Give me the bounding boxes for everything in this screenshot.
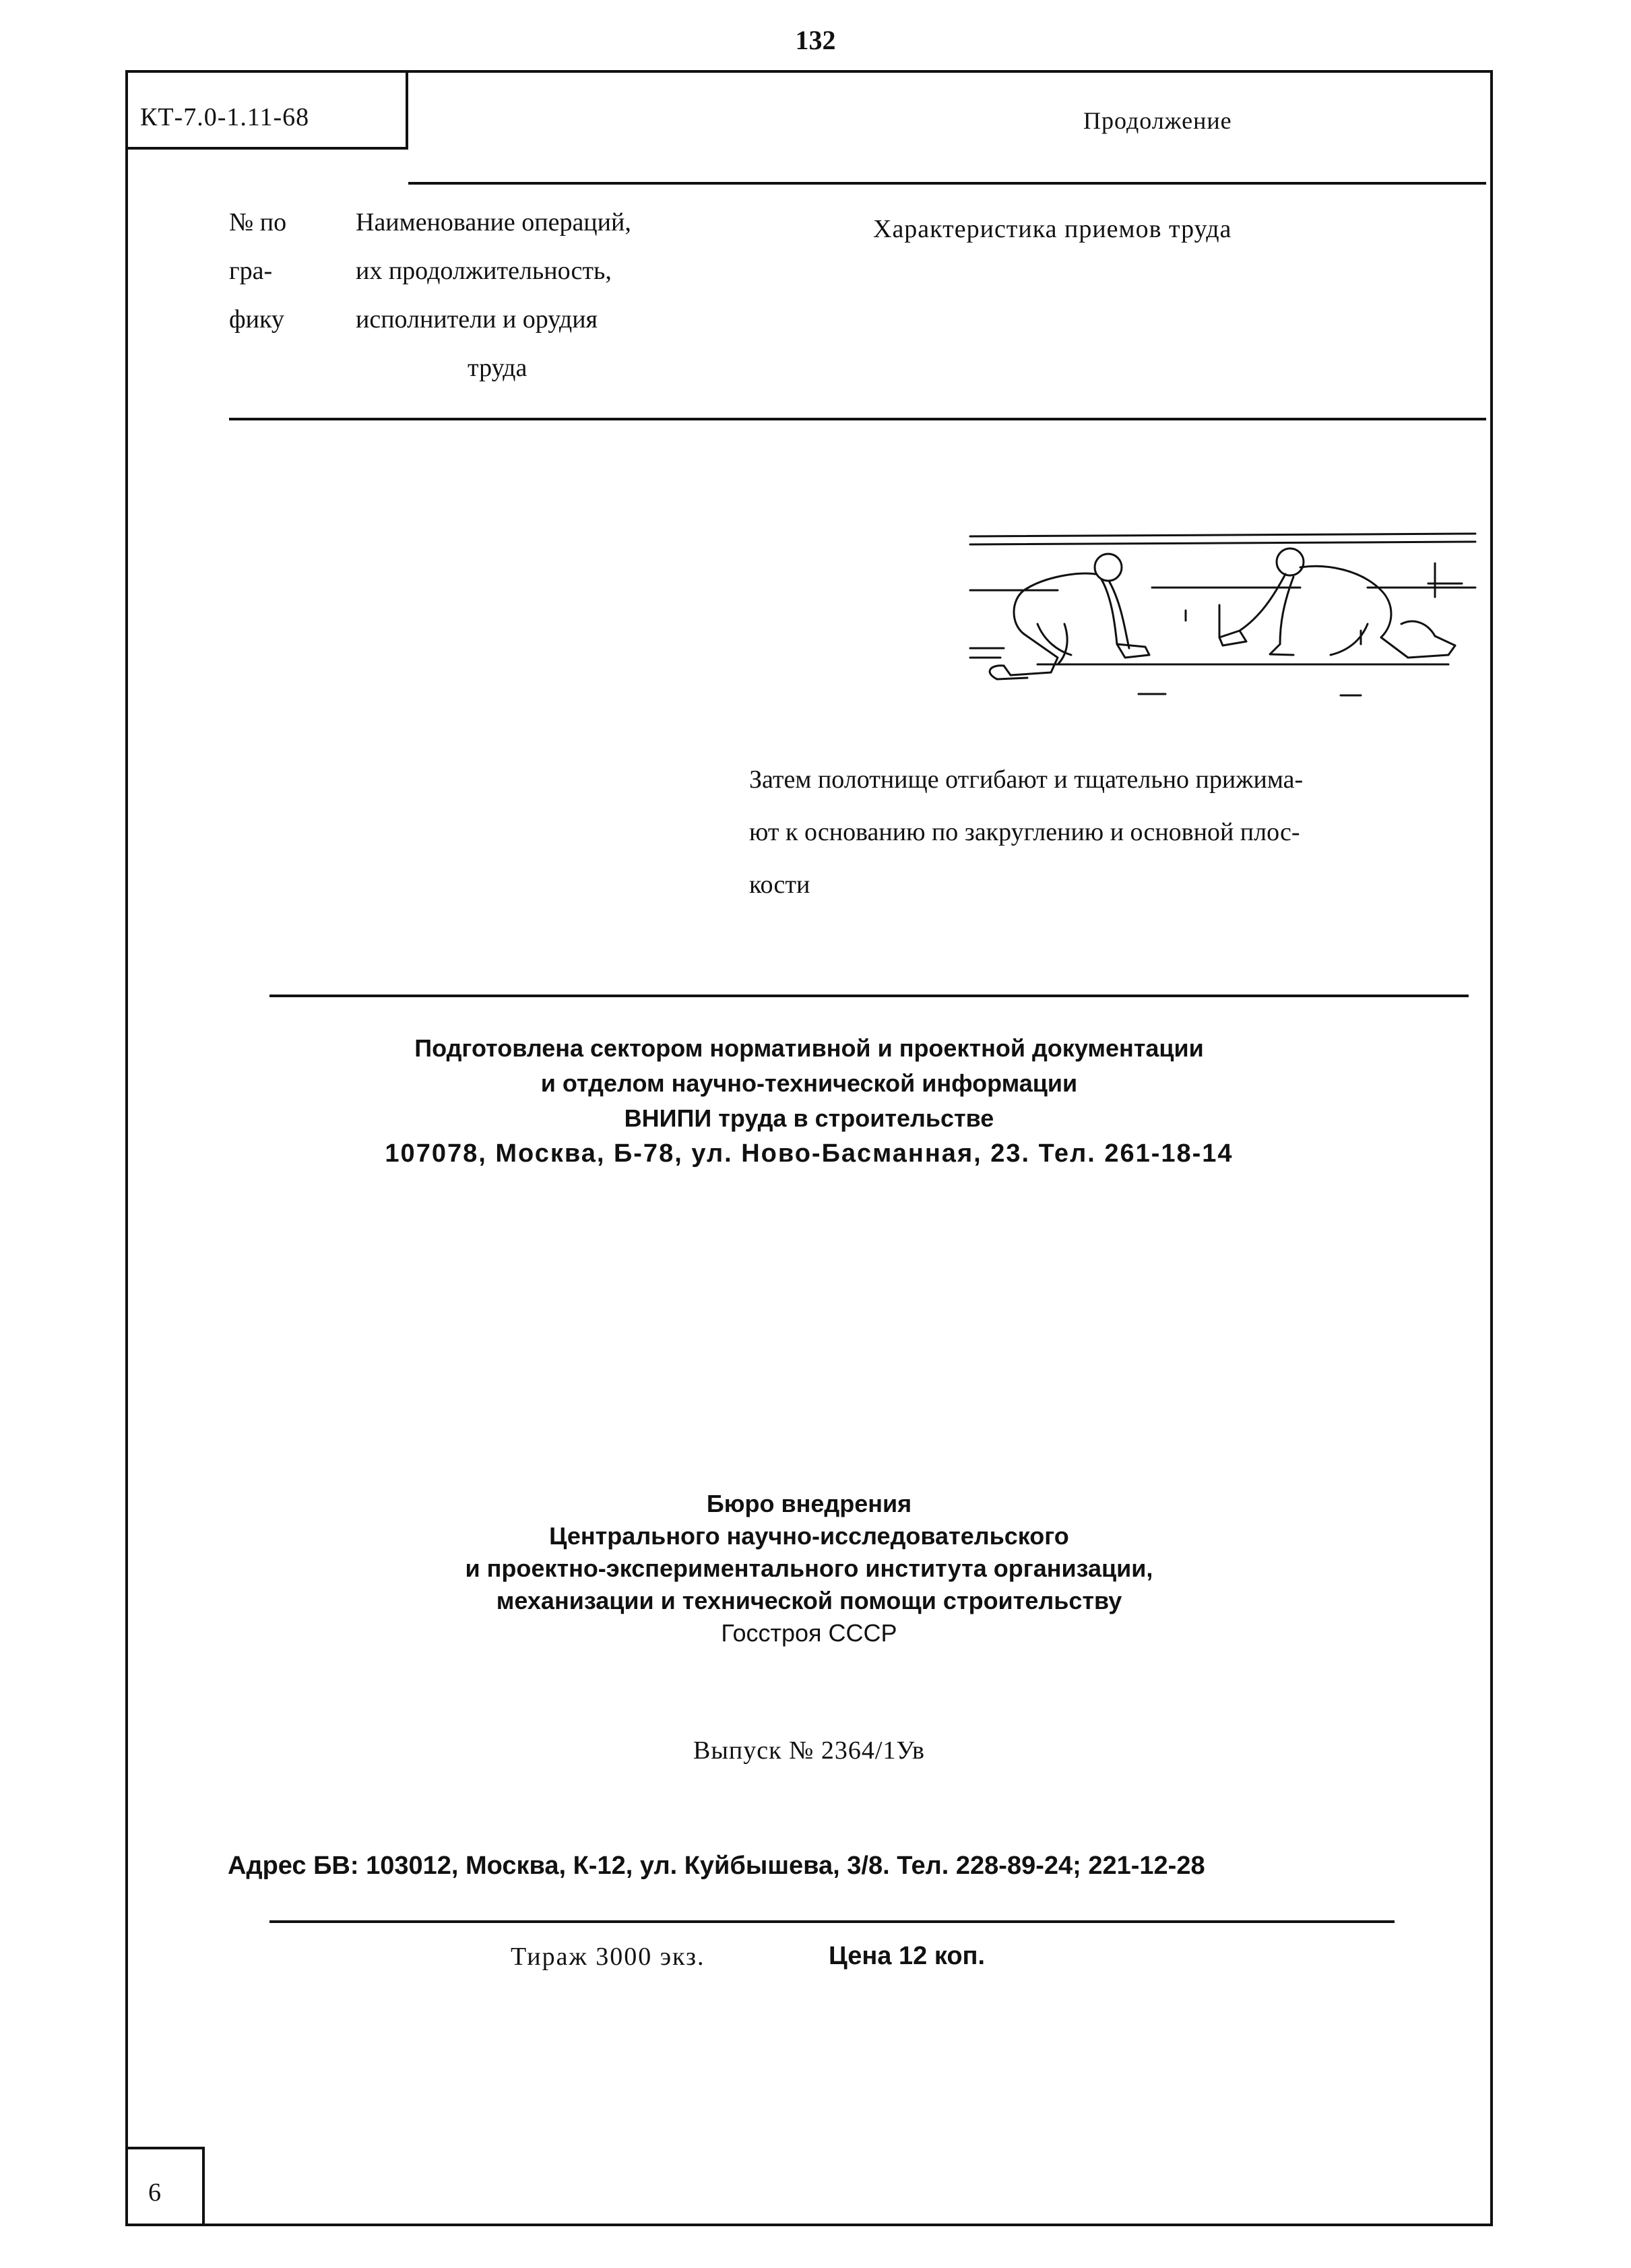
caption-line: кости <box>749 871 810 899</box>
bureau-line: и проектно-экспериментального института организации, <box>465 1554 1153 1582</box>
bureau-line: Бюро внедрения <box>706 1490 912 1517</box>
column-header-number <box>229 198 337 344</box>
page-number: 132 <box>795 25 836 55</box>
caption-line: ют к основанию по закруглению и основной плос- <box>749 818 1300 846</box>
column-header-operations-line: труда <box>468 354 527 382</box>
imprint-top-rule <box>269 995 1469 997</box>
bureau-block <box>125 1488 1493 1649</box>
figure-caption <box>749 753 1483 911</box>
column-header-techniques: Характеристика приемов труда <box>873 215 1232 243</box>
column-header-number-line: фику <box>229 305 284 334</box>
bureau-line: Госстроя СССР <box>721 1619 897 1647</box>
bureau-address: Адрес БВ: 103012, Москва, К-12, ул. Куйбышева, 3/8. Тел. 228-89-24; 221-12-28 <box>228 1852 1205 1880</box>
column-header-operations-line: их продолжительность, <box>356 257 612 285</box>
worker-right <box>1219 548 1455 658</box>
bottom-number: 6 <box>148 2178 161 2207</box>
column-header-operations-line: Наименование операций, <box>356 208 631 237</box>
price: Цена 12 коп. <box>829 1942 986 1970</box>
caption-line: Затем полотнище отгибают и тщательно прижима- <box>749 765 1304 794</box>
prepared-line: ВНИПИ труда в строительстве <box>624 1104 994 1132</box>
bottom-number-box <box>125 2147 205 2226</box>
prepared-line: и отделом научно-технической информации <box>540 1069 1078 1097</box>
header-bottom-rule <box>229 418 1486 420</box>
header-top-rule <box>408 182 1486 185</box>
prepared-address: 107078, Москва, Б-78, ул. Ново-Басманная, 23. Тел. 261-18-14 <box>385 1139 1234 1168</box>
column-header-operations <box>356 198 733 392</box>
prepared-by-block <box>125 1031 1493 1171</box>
column-header-number-line: № по <box>229 208 287 237</box>
doc-code: КТ-7.0-1.11-68 <box>140 103 310 131</box>
bureau-line: механизации и технической помощи строительству <box>496 1587 1122 1614</box>
circulation-top-rule <box>269 1920 1395 1923</box>
issue-number: Выпуск № 2364/1Ув <box>693 1736 925 1765</box>
workers-illustration <box>963 523 1482 725</box>
wall-line-2 <box>970 542 1475 544</box>
column-header-operations-line: исполнители и орудия <box>356 305 598 334</box>
wall-line-top <box>970 534 1475 536</box>
circulation: Тираж 3000 экз. <box>511 1943 705 1971</box>
prepared-line: Подготовлена сектором нормативной и проектной документации <box>414 1034 1204 1062</box>
continuation-label: Продолжение <box>1083 107 1232 134</box>
column-header-number-line: гра- <box>229 257 273 285</box>
bureau-line: Центрального научно-исследовательского <box>549 1522 1069 1550</box>
worker-left <box>990 554 1149 679</box>
